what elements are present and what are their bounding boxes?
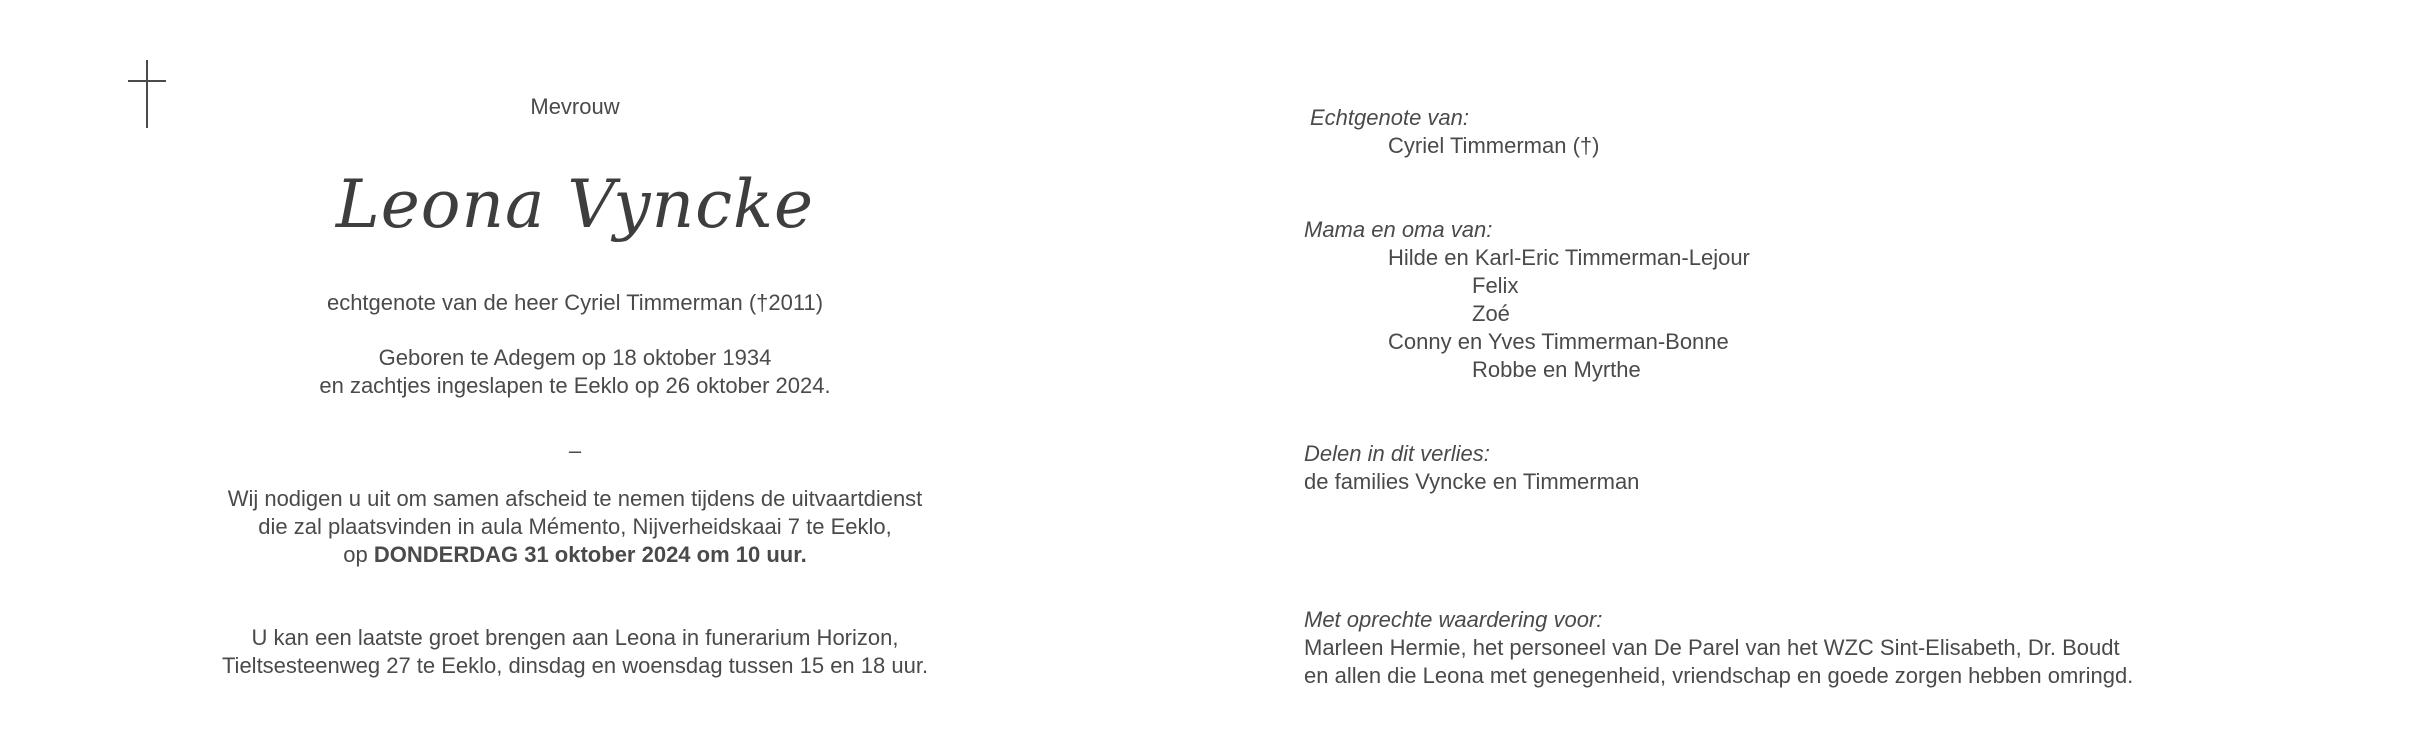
deceased-name: Leona Vyncke <box>335 166 815 243</box>
family-heading: Mama en oma van: <box>1304 217 1493 242</box>
invitation-prefix: op <box>343 542 374 567</box>
death-line: en zachtjes ingeslapen te Eeklo op 26 oktober 2024. <box>319 373 831 398</box>
invitation-line-2: die zal plaatsvinden in aula Mémento, Nijverheidskaai 7 te Eeklo, <box>258 514 892 539</box>
share-heading: Delen in dit verlies: <box>1304 441 1490 466</box>
cross-horizontal-bar <box>128 80 166 82</box>
spouse-heading: Echtgenote van: <box>1310 105 1470 130</box>
thanks-line-1: Marleen Hermie, het personeel van De Parel van het WZC Sint-Elisabeth, Dr. Boudt <box>1304 635 2120 660</box>
family-member: Zoé <box>1472 301 1510 326</box>
separator-dash: – <box>568 438 582 463</box>
birth-line: Geboren te Adegem op 18 oktober 1934 <box>378 345 772 370</box>
invitation-line-3 <box>130 541 1020 569</box>
spouse-line: echtgenote van de heer Cyriel Timmerman (†2011) <box>326 290 824 315</box>
visit-line-2: Tieltsesteenweg 27 te Eeklo, dinsdag en woensdag tussen 15 en 18 uur. <box>221 653 929 678</box>
service-datetime: DONDERDAG 31 oktober 2024 om 10 uur. <box>373 542 807 567</box>
family-member: Robbe en Myrthe <box>1472 357 1641 382</box>
share-text: de families Vyncke en Timmerman <box>1304 469 1640 494</box>
salutation: Mevrouw <box>530 94 620 119</box>
invitation-line-1: Wij nodigen u uit om samen afscheid te nemen tijdens de uitvaartdienst <box>227 486 923 511</box>
thanks-heading: Met oprechte waardering voor: <box>1304 607 1603 632</box>
family-member: Conny en Yves Timmerman-Bonne <box>1388 329 1729 354</box>
spouse-name: Cyriel Timmerman (†) <box>1388 133 1600 158</box>
visit-line-1: U kan een laatste groet brengen aan Leona in funerarium Horizon, <box>251 625 899 650</box>
family-member: Felix <box>1472 273 1519 298</box>
family-member: Hilde en Karl-Eric Timmerman-Lejour <box>1388 245 1750 270</box>
thanks-line-2: en allen die Leona met genegenheid, vriendschap en goede zorgen hebben omringd. <box>1304 663 2134 688</box>
